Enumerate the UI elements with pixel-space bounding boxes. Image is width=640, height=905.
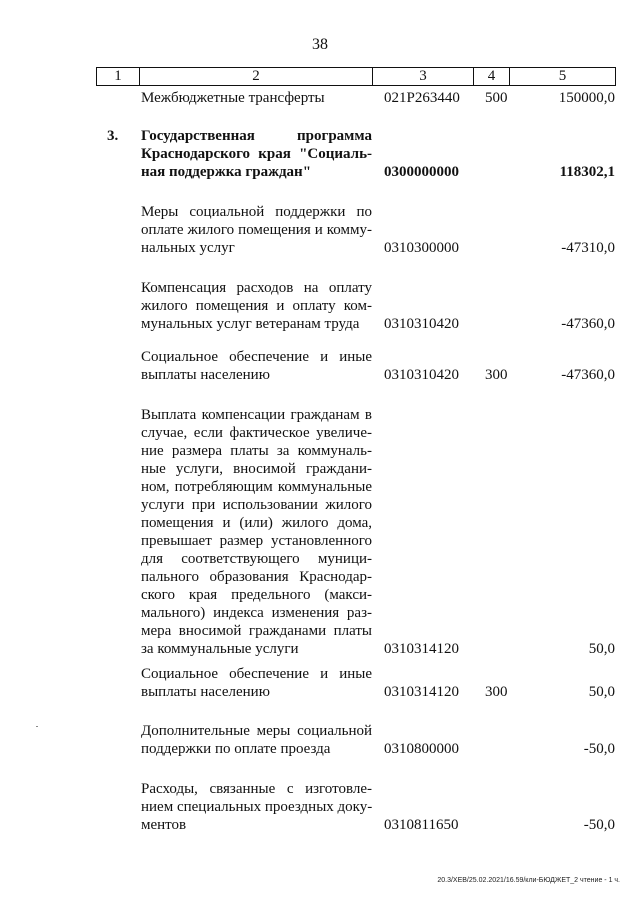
amount: -50,0 <box>583 817 615 833</box>
column-header-1: 1 <box>97 68 140 85</box>
row-name-line: нальных услуг <box>141 240 235 256</box>
column-header-2: 2 <box>140 68 373 85</box>
expense-type: 300 <box>485 367 508 383</box>
row-name <box>141 722 372 758</box>
expense-type: 300 <box>485 684 508 700</box>
row-name-line: ментов <box>141 817 187 833</box>
row-name-line: помещения и (или) жилого дома, <box>141 515 372 531</box>
row-name-line: Расходы, связанные с изготовле- <box>141 781 372 797</box>
row-name-line: мера вносимой гражданами платы <box>141 623 372 639</box>
target-code: 0310310420 <box>384 316 459 332</box>
column-header-4: 4 <box>474 68 510 85</box>
amount: -47310,0 <box>561 240 615 256</box>
row-name <box>141 406 372 658</box>
footer-stamp: 20.3/XEB/25.02.2021/16.59/кли-БЮДЖЕТ_2 чтение - 1 ч. <box>437 877 620 884</box>
row-name-line: ная поддержка граждан" <box>141 164 312 180</box>
row-name-line: Дополнительные меры социальной <box>141 723 372 739</box>
row-name-line: выплаты населению <box>141 684 270 700</box>
row-name-line: мального) индекса изменения раз- <box>141 605 372 621</box>
row-name-line: нием специальных проездных доку- <box>141 799 373 815</box>
row-name <box>141 127 372 181</box>
row-name-line: Межбюджетные трансферты <box>141 90 325 106</box>
row-name-line: услуги при использовании жилого <box>141 497 372 513</box>
column-header-3: 3 <box>373 68 474 85</box>
row-name <box>141 203 372 257</box>
row-name <box>141 665 372 701</box>
row-number: 3. <box>107 128 119 144</box>
target-code: 0310811650 <box>384 817 459 833</box>
row-name-line: Социальное обеспечение и иные <box>141 349 372 365</box>
scan-mark <box>36 726 38 727</box>
row-name-line: ном, потребляющим коммунальные <box>141 479 372 495</box>
row-name-line: за коммунальные услуги <box>141 641 299 657</box>
target-code: 021P263440 <box>384 90 460 106</box>
row-name-line: жилого помещения и оплату ком- <box>141 298 372 314</box>
row-name <box>141 89 372 107</box>
row-name-line: оплате жилого помещения и комму- <box>141 222 372 238</box>
target-code: 0310300000 <box>384 240 459 256</box>
row-name-line: Меры социальной поддержки по <box>141 204 372 220</box>
target-code: 0310310420 <box>384 367 459 383</box>
amount: 150000,0 <box>558 90 615 106</box>
amount: -50,0 <box>583 741 615 757</box>
row-name <box>141 348 372 384</box>
page-number: 38 <box>312 36 328 53</box>
amount: -47360,0 <box>561 367 615 383</box>
row-name <box>141 780 372 834</box>
row-name-line: Социальное обеспечение и иные <box>141 666 372 682</box>
target-code: 0310314120 <box>384 684 459 700</box>
row-name <box>141 279 372 333</box>
row-name-line: Компенсация расходов на оплату <box>141 280 372 296</box>
row-name-line: выплаты населению <box>141 367 270 383</box>
row-name-line: пального образования Краснодар- <box>141 569 372 585</box>
amount: 118302,1 <box>559 164 615 180</box>
column-header-5: 5 <box>558 68 567 84</box>
column-header-row <box>96 67 616 86</box>
row-name-line: Краснодарского края "Социаль- <box>141 146 372 162</box>
target-code: 0310800000 <box>384 741 459 757</box>
row-name-line: Выплата компенсации гражданам в <box>141 407 372 423</box>
row-name-line: превышает размер установленного <box>141 533 372 549</box>
target-code: 0300000000 <box>384 164 459 180</box>
row-name-line: ные услуги, вносимой граждани- <box>141 461 372 477</box>
row-name-line: ского края предельного (макси- <box>141 587 372 603</box>
row-name-line: мунальных услуг ветеранам труда <box>141 316 360 332</box>
target-code: 0310314120 <box>384 641 459 657</box>
amount: 50,0 <box>588 684 615 700</box>
row-name-line: случае, если фактическое увеличе- <box>141 425 372 441</box>
row-name-line: для соответствующего муници- <box>141 551 372 567</box>
row-name-line: Государственная программа <box>141 128 372 144</box>
row-name-line: поддержки по оплате проезда <box>141 741 331 757</box>
row-name-line: ние размера платы за коммуналь- <box>141 443 372 459</box>
amount: 50,0 <box>588 641 615 657</box>
amount: -47360,0 <box>561 316 615 332</box>
expense-type: 500 <box>485 90 508 106</box>
